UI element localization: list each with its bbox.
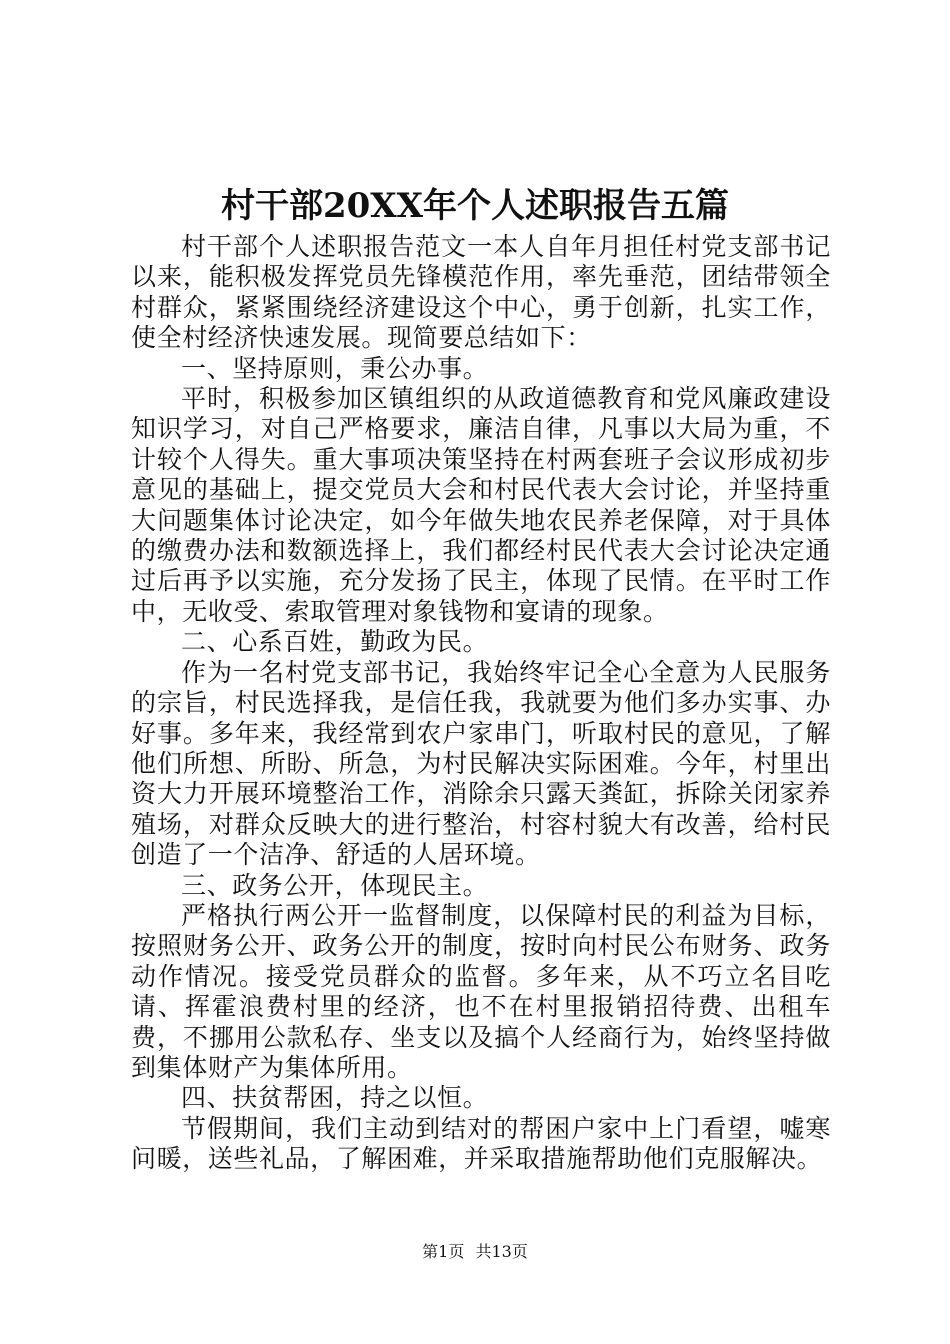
page-footer (0, 1241, 950, 1263)
section-heading-3: 三、政务公开，体现民主。 (181, 870, 489, 900)
page-number-current: 第1页 (422, 1242, 465, 1261)
paragraph-section-2: 作为一名村党支部书记，我始终牢记全心全意为人民服务的宗旨，村民选择我，是信任我，我就要为他们多办实事、办好事。多年来，我经常到农户家串门，听取村民的意见，了解他们所想、所盼、所急，为村民解决实际困难。今年，村里出资大力开展环境整治工作，消除余只露天粪缸，拆除关闭家养殖场，对群众反映大的进行整治，村容村貌大有改善，给村民创造了一个洁净、舒适的人居环境。 (131, 657, 831, 870)
page-number-total: 共13页 (475, 1242, 528, 1261)
document-title: 村干部20XX年个人述职报告五篇 (220, 186, 730, 226)
paragraph-section-4: 节假期间，我们主动到结对的帮困户家中上门看望，嘘寒问暖，送些礼品，了解困难，并采取措施帮助他们克服解决。 (131, 1113, 831, 1174)
paragraph-section-3: 严格执行两公开一监督制度，以保障村民的利益为目标，按照财务公开、政务公开的制度，按时向村民公布财务、政务动作情况。接受党员群众的监督。多年来，从不巧立名目吃请、挥霍浪费村里的经济，也不在村里报销招待费、出租车费，不挪用公款私存、坐支以及搞个人经商行为，始终坚持做到集体财产为集体所用。 (131, 900, 831, 1082)
section-heading-1: 一、坚持原则，秉公办事。 (181, 353, 489, 383)
paragraph-intro: 村干部个人述职报告范文一本人自年月担任村党支部书记以来，能积极发挥党员先锋模范作用，率先垂范，团结带领全村群众，紧紧围绕经济建设这个中心，勇于创新，扎实工作，使全村经济快速发展。现简要总结如下： (131, 232, 831, 353)
paragraph-section-1: 平时，积极参加区镇组织的从政道德教育和党风廉政建设知识学习，对自己严格要求，廉洁自律，凡事以大局为重，不计较个人得失。重大事项决策坚持在村两套班子会议形成初步意见的基础上，提交党员大会和村民代表大会讨论，并坚持重大问题集体讨论决定，如今年做失地农民养老保障，对于具体的缴费办法和数额选择上，我们都经村民代表大会讨论决定通过后再予以实施，充分发扬了民主，体现了民情。在平时工作中，无收受、索取管理对象钱物和宴请的现象。 (131, 384, 831, 626)
section-heading-4: 四、扶贫帮困，持之以恒。 (181, 1083, 489, 1113)
document-body (131, 232, 831, 1175)
section-heading-2: 二、心系百姓，勤政为民。 (181, 627, 489, 657)
